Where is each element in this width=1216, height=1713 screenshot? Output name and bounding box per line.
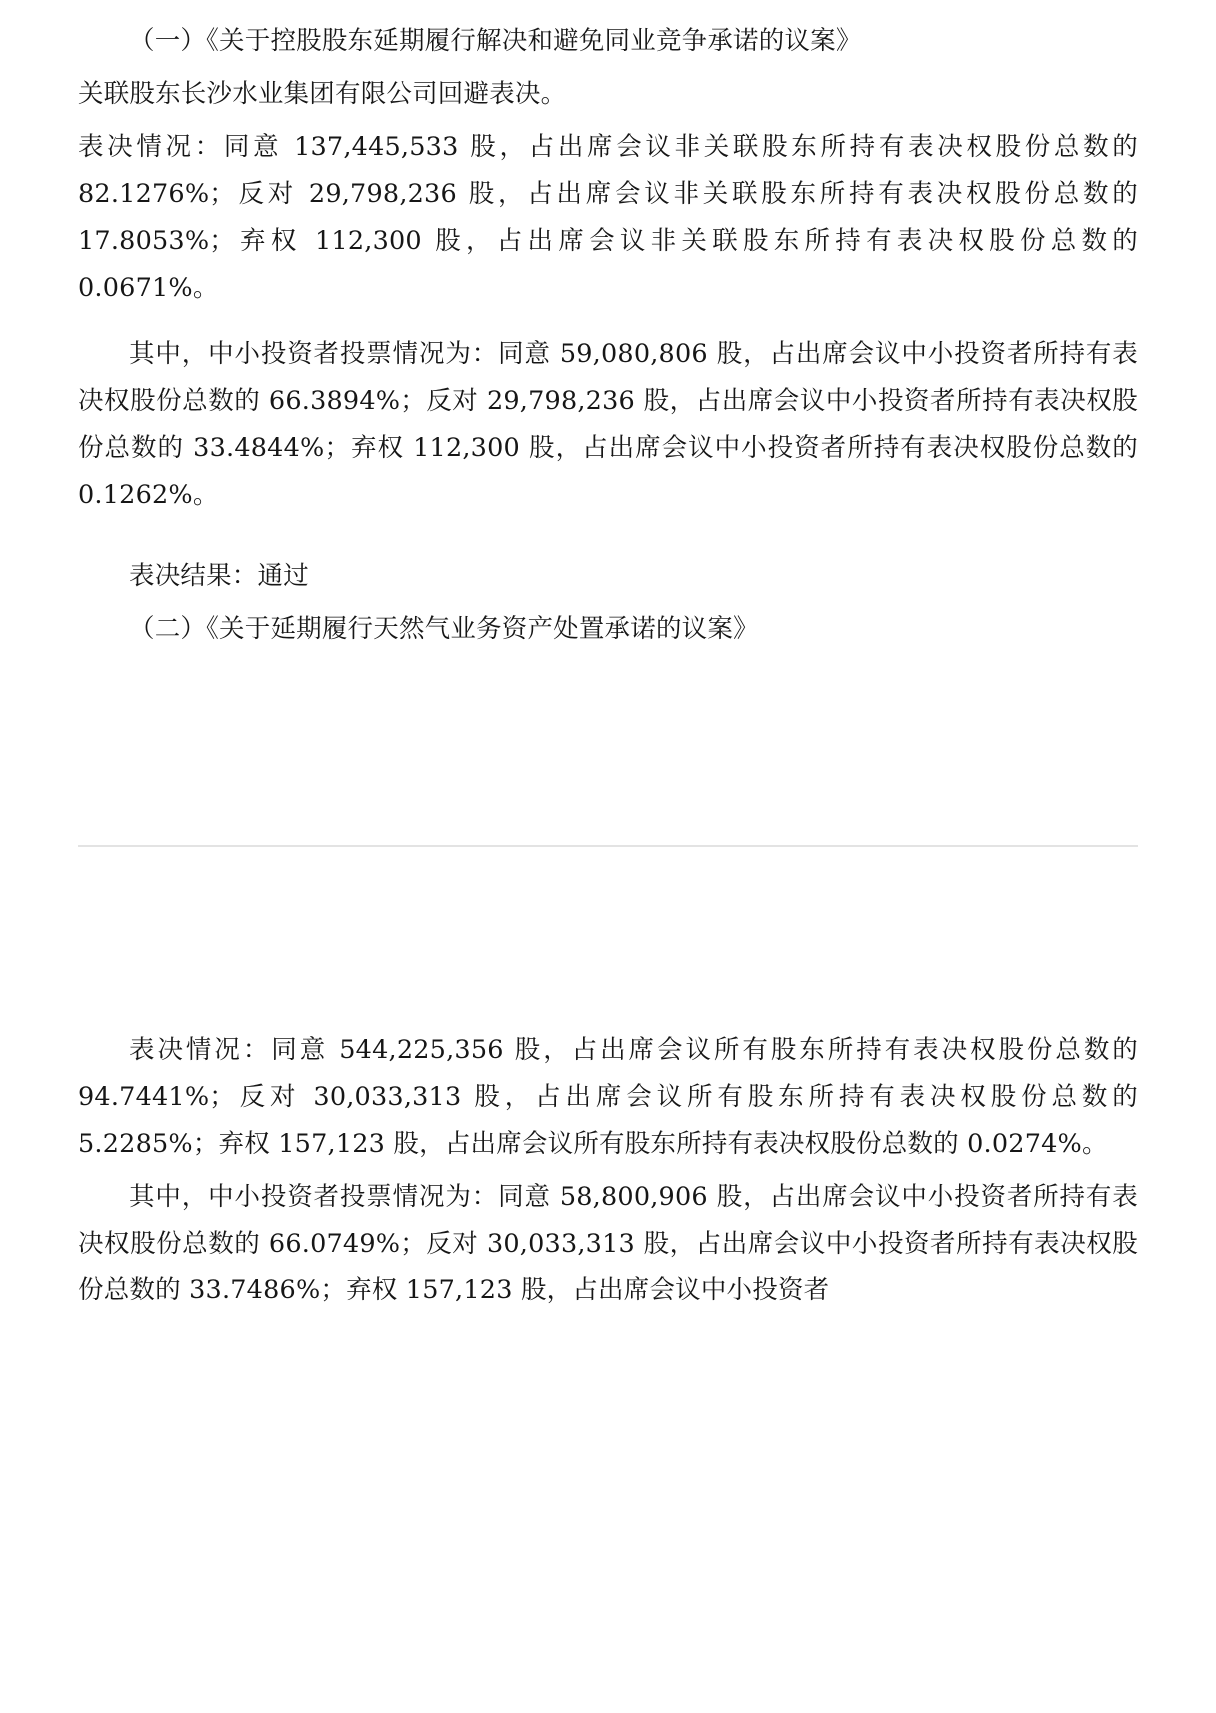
section-two-heading bbox=[78, 606, 1138, 653]
section-one-voting-summary: 表决情况：同意 137,445,533 股，占出席会议非关联股东所持有表决权股份总数的 82.1276%；反对 29,798,236 股，占出席会议非关联股东所持有表决权股份总数的 17.8053%；弃权 112,300 股，占出席会议非关联股东所持有表决权股份总数的 0.0671%。 bbox=[78, 131, 1138, 303]
section-one-title: 《关于控股股东延期履行解决和避免同业竞争承诺的议案》 bbox=[206, 26, 862, 56]
section-two-minority-summary: 其中，中小投资者投票情况为：同意 58,800,906 股，占出席会议中小投资者所持有表决权股份总数的 66.0749%；反对 30,033,313 股，占出席会议中小投资者所持有表决权股份总数的 33.7486%；弃权 157,123 股，占出席会议中小投资者 bbox=[78, 1181, 1138, 1306]
section-one-recusal: 关联股东长沙水业集团有限公司回避表决。 bbox=[78, 78, 567, 109]
paragraph-spacer bbox=[78, 525, 1138, 553]
section-one-minority-summary: 其中，中小投资者投票情况为：同意 59,080,806 股，占出席会议中小投资者所持有表决权股份总数的 66.3894%；反对 29,798,236 股，占出席会议中小投资者所持有表决权股份总数的 33.4844%；弃权 112,300 股，占出席会议中小投资者所持有表决权股份总数的 0.1262%。 bbox=[78, 339, 1138, 511]
section-one-number: （一） bbox=[129, 26, 207, 56]
section-two-number: （二） bbox=[129, 613, 207, 644]
section-one-result: 表决结果：通过 bbox=[129, 561, 309, 592]
section-one-heading bbox=[78, 18, 1138, 65]
blank-region-lower bbox=[78, 847, 1138, 1027]
blank-region-upper bbox=[78, 659, 1138, 845]
section-two-voting-summary: 表决情况：同意 544,225,356 股，占出席会议所有股东所持有表决权股份总数的 94.7441%；反对 30,033,313 股，占出席会议所有股东所持有表决权股份总数的 5.2285%；弃权 157,123 股，占出席会议所有股东所持有表决权股份总数的 0.0274%。 bbox=[78, 1034, 1138, 1159]
paragraph-spacer bbox=[78, 317, 1138, 331]
section-two-title: 《关于延期履行天然气业务资产处置承诺的议案》 bbox=[206, 613, 759, 644]
